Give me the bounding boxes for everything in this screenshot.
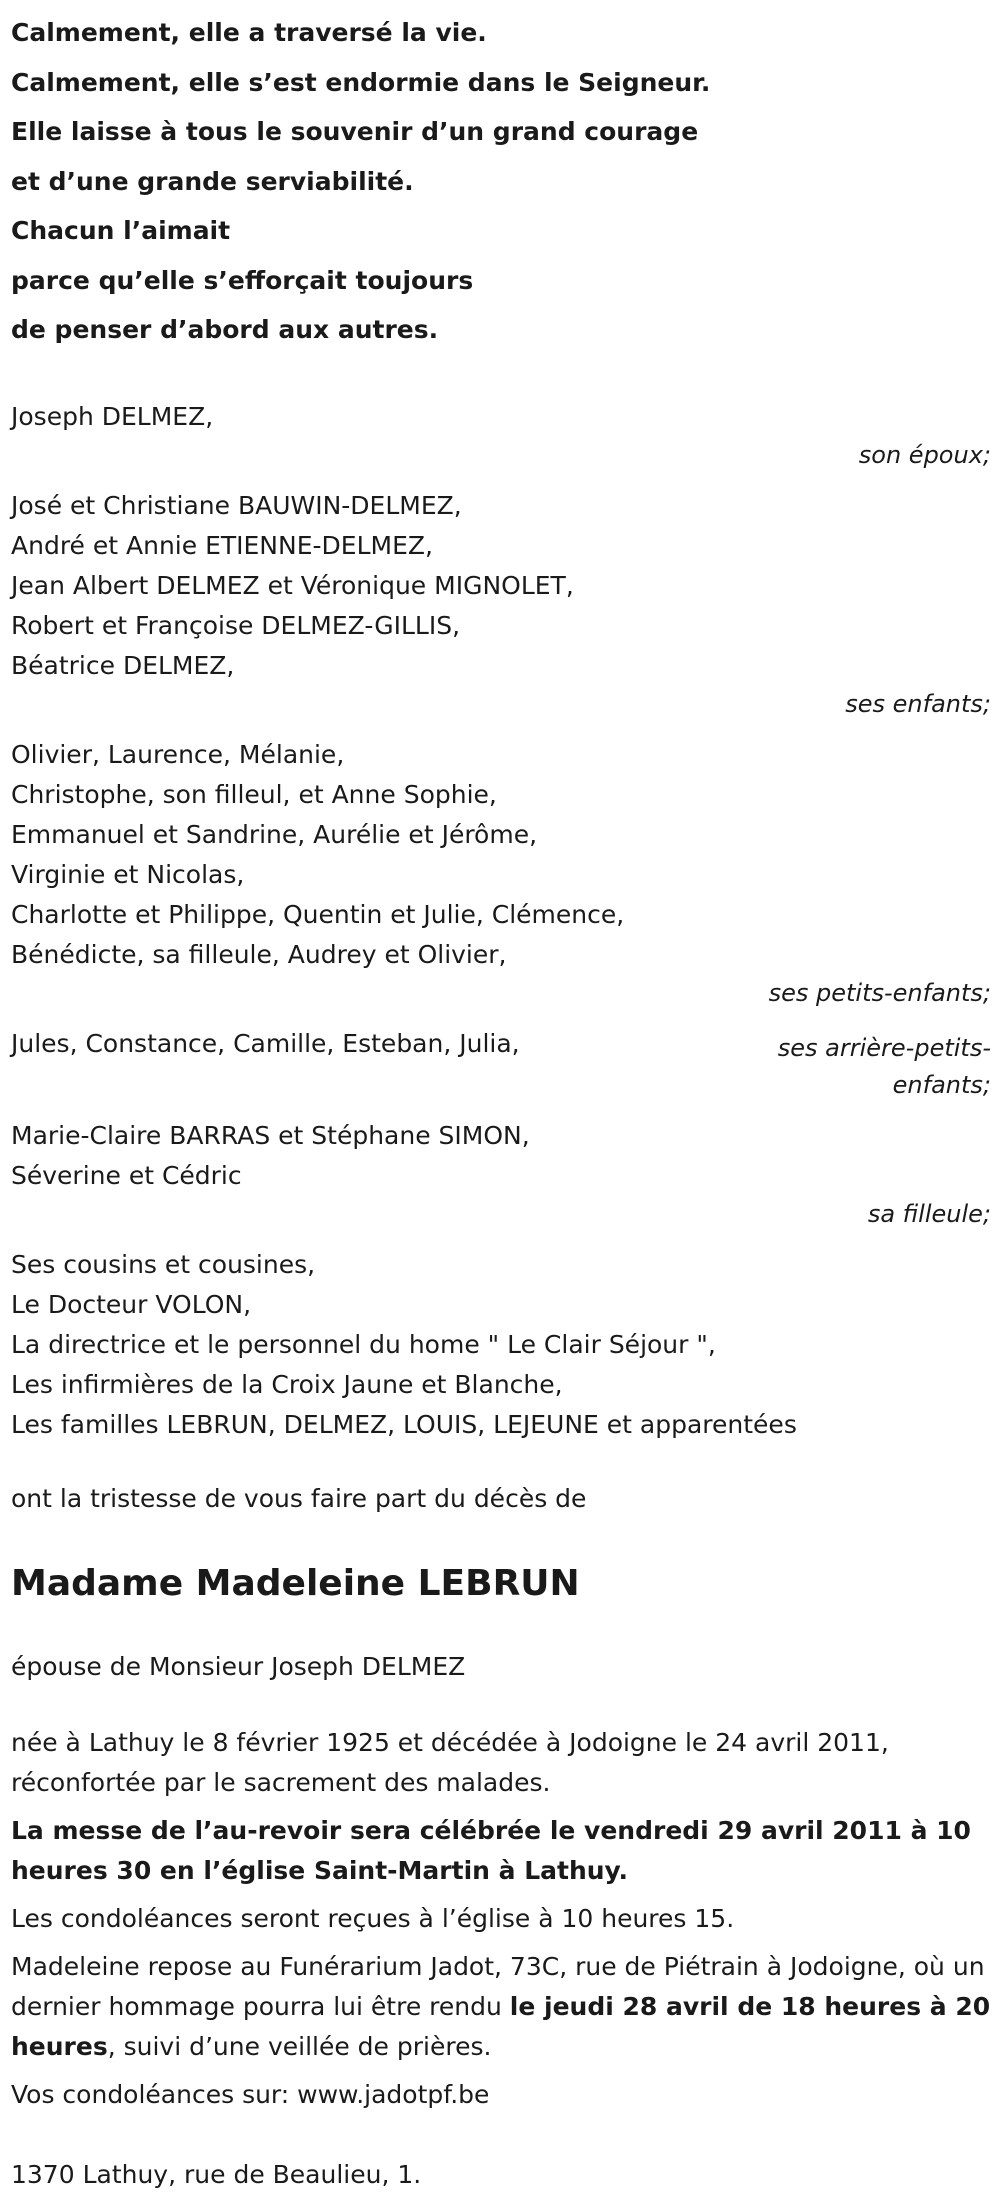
spouse-line: épouse de Monsieur Joseph DELMEZ: [11, 1651, 466, 1681]
family-name: Robert et Françoise DELMEZ-GILLIS,: [11, 610, 461, 640]
family-name: La directrice et le personnel du home " Le Clair Séjour ",: [11, 1329, 716, 1359]
poem-line: Calmement, elle a traversé la vie.: [11, 18, 487, 47]
poem-line: de penser d’abord aux autres.: [11, 315, 439, 344]
family-name: Emmanuel et Sandrine, Aurélie et Jérôme,: [11, 819, 538, 849]
family-name: José et Christiane BAUWIN-DELMEZ,: [11, 490, 462, 520]
family-spouse: [11, 397, 991, 474]
family-name: André et Annie ETIENNE-DELMEZ,: [11, 530, 433, 560]
family-children: [11, 486, 991, 723]
family-role: ses arrière-petits-enfants;: [777, 1033, 991, 1099]
poem-line: Elle laisse à tous le souvenir d’un grand courage: [11, 117, 699, 146]
family-name: Le Docteur VOLON,: [11, 1289, 252, 1319]
family-name: Christophe, son filleul, et Anne Sophie,: [11, 779, 497, 809]
poem-line: Chacun l’aimait: [11, 216, 231, 245]
condolences-web-text: Vos condoléances sur: www.jadotpf.be: [11, 2079, 490, 2109]
family-role: ses petits-enfants;: [768, 978, 991, 1007]
obituary-page: [11, 0, 991, 2195]
family-role: ses enfants;: [845, 689, 991, 718]
funerarium-text-end: , suivi d’une veillée de prières.: [107, 2031, 492, 2061]
family-role: sa filleule;: [867, 1199, 991, 1228]
condolences-church-text: Les condoléances seront reçues à l’église à 10 heures 15.: [11, 1903, 735, 1933]
family-goddaughter: [11, 1116, 991, 1233]
family-name: Marie-Claire BARRAS et Stéphane SIMON,: [11, 1120, 530, 1150]
family-name: Virginie et Nicolas,: [11, 859, 245, 889]
poem-line: Calmement, elle s’est endormie dans le Seigneur.: [11, 67, 711, 97]
announcement: ont la tristesse de vous faire part du décès de: [11, 1483, 587, 1513]
mass-text: La messe de l’au-revoir sera célébrée le vendredi 29 avril 2011 à 10 heures 30 en l’église Saint-Martin à Lathuy.: [11, 1815, 971, 1885]
funerarium-visit-time: le jeudi 28 avril de 18 heures à 20 heures: [11, 1991, 991, 2061]
family-great-grandchildren: [11, 1024, 991, 1104]
family-grandchildren: [11, 735, 991, 1012]
family-name: Les familles LEBRUN, DELMEZ, LOUIS, LEJEUNE et apparentées: [11, 1409, 797, 1439]
poem-line: parce qu’elle s’efforçait toujours: [11, 265, 474, 295]
address: 1370 Lathuy, rue de Beaulieu, 1.: [11, 2159, 422, 2189]
funerarium-text-start: Madeleine repose au Funérarium Jadot, 73C, rue de Piétrain à Jodoigne, où un dernier hommage pourra lui être rendu: [11, 1951, 985, 2021]
poem: [11, 0, 991, 355]
family-name: Charlotte et Philippe, Quentin et Julie, Clémence,: [11, 899, 625, 929]
family-others: [11, 1245, 991, 1445]
family-role: son époux;: [858, 440, 991, 469]
family-name: Béatrice DELMEZ,: [11, 650, 235, 680]
poem-line: et d’une grande serviabilité.: [11, 166, 414, 196]
family-name: Bénédicte, sa filleule, Audrey et Olivier,: [11, 939, 507, 969]
family-name: Joseph DELMEZ,: [11, 401, 214, 431]
family-name: Jules, Constance, Camille, Esteban, Julia,: [11, 1028, 520, 1058]
family-name: Jean Albert DELMEZ et Véronique MIGNOLET,: [11, 570, 574, 600]
family-name: Ses cousins et cousines,: [11, 1249, 316, 1279]
family-name: Séverine et Cédric: [11, 1160, 242, 1190]
birth-death-text: née à Lathuy le 8 février 1925 et décédée à Jodoigne le 24 avril 2011, réconfortée par le sacrement des malades.: [11, 1727, 889, 1797]
funerarium-text: [11, 1947, 991, 2067]
family-name: Les infirmières de la Croix Jaune et Blanche,: [11, 1369, 563, 1399]
deceased-name: Madame Madeleine LEBRUN: [11, 1562, 580, 1604]
family-name: Olivier, Laurence, Mélanie,: [11, 739, 345, 769]
